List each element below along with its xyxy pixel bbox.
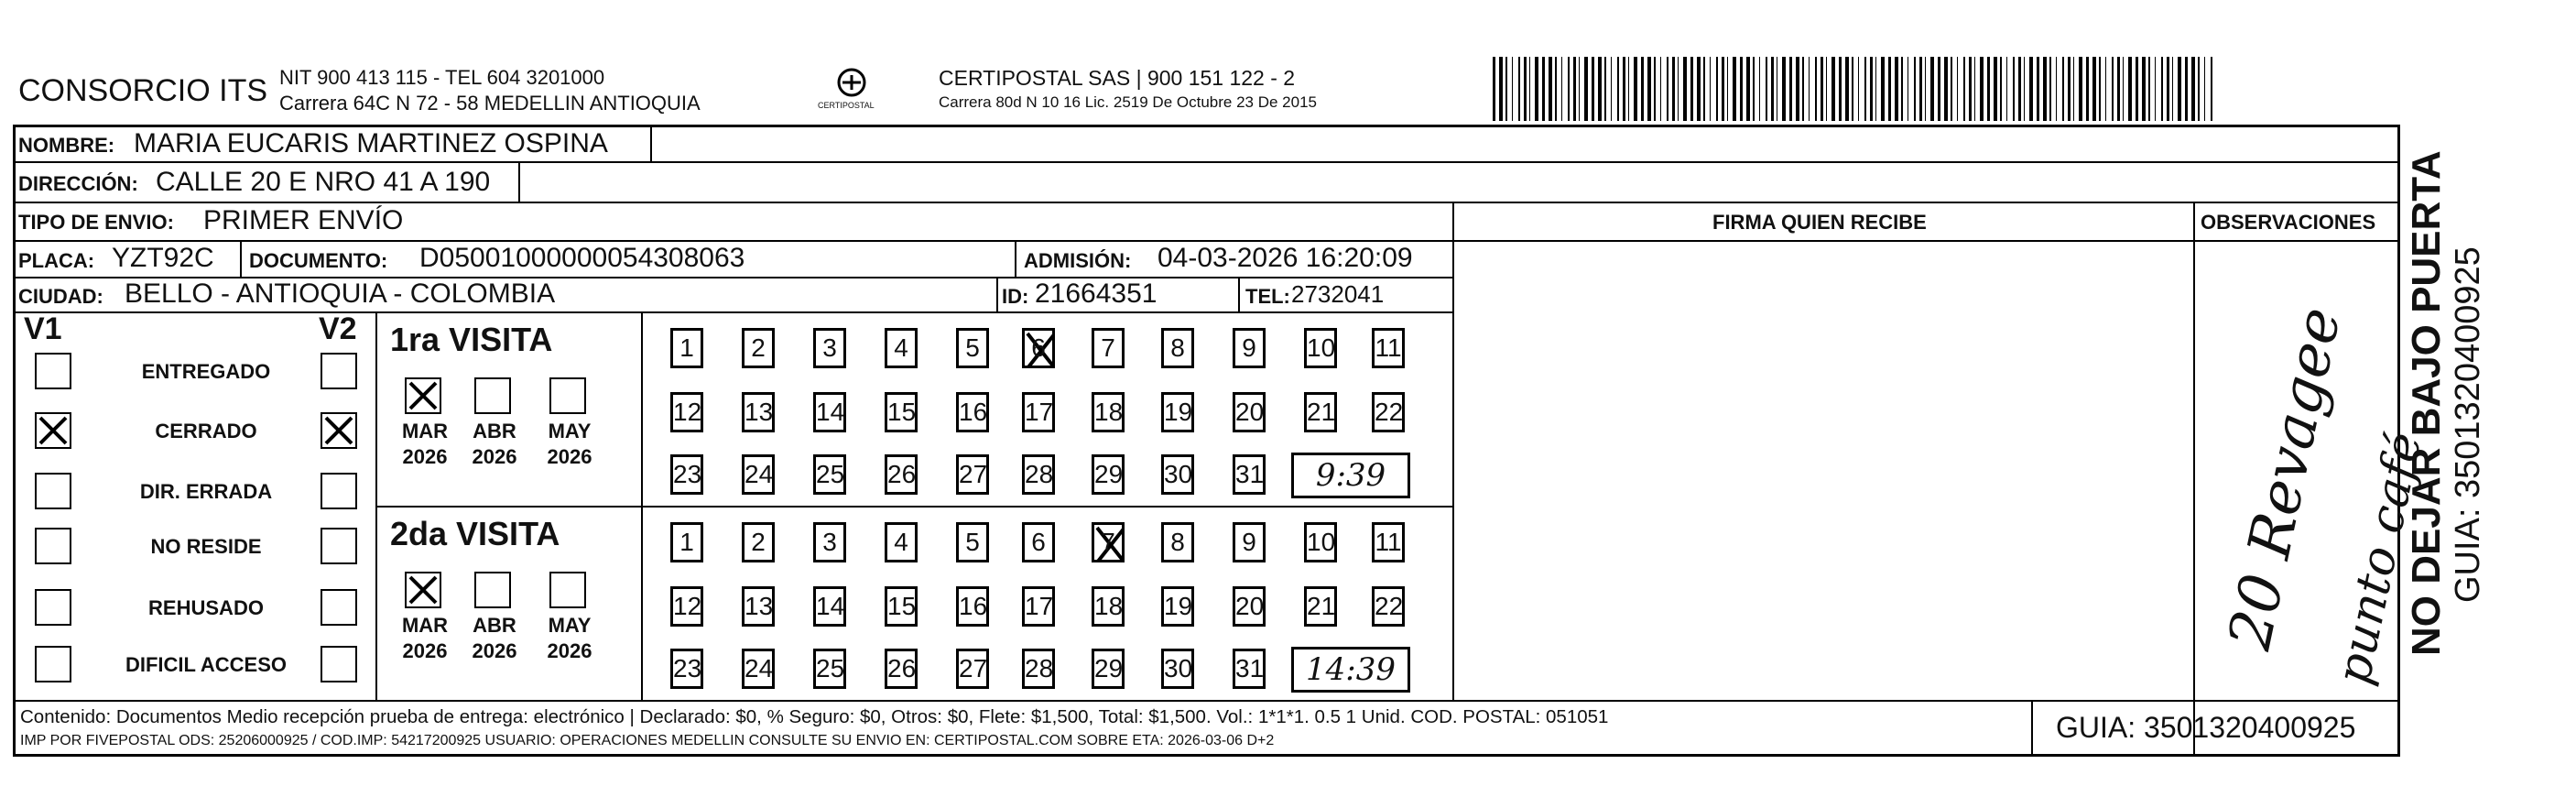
admision-value: 04-03-2026 16:20:09 <box>1158 243 1413 273</box>
id-value: 21664351 <box>1035 278 1158 309</box>
day-cell[interactable]: 12 <box>670 586 703 627</box>
day-cell[interactable]: 7 <box>1092 328 1125 368</box>
day-cell[interactable]: 21 <box>1304 392 1337 432</box>
tipo-envio-label: TIPO DE ENVIO: <box>18 211 174 234</box>
col-divider <box>996 277 998 311</box>
nombre-label: NOMBRE: <box>18 134 115 157</box>
row-divider <box>13 311 1452 313</box>
observaciones-label: OBSERVACIONES <box>2201 211 2376 234</box>
status-label: DIR. ERRADA <box>139 480 273 503</box>
col-divider <box>2031 700 2033 757</box>
day-cell[interactable]: 22 <box>1372 392 1405 432</box>
day-cell[interactable]: 1 <box>670 522 703 562</box>
day-cell[interactable]: 16 <box>956 392 989 432</box>
visit-title: 2da VISITA <box>390 515 560 552</box>
day-cell[interactable]: 31 <box>1233 454 1266 495</box>
day-cell[interactable]: 19 <box>1161 586 1194 627</box>
v2-checkbox[interactable] <box>321 473 357 509</box>
footer-guia: GUIA: 3501320400925 <box>2056 711 2356 744</box>
ciudad-value: BELLO - ANTIOQUIA - COLOMBIA <box>125 278 556 309</box>
row-divider <box>13 700 2400 702</box>
visit-divider <box>375 506 1452 508</box>
day-cell[interactable]: 2 <box>742 522 775 562</box>
day-cell[interactable]: 24 <box>742 454 775 495</box>
nombre-value: MARIA EUCARIS MARTINEZ OSPINA <box>134 128 608 158</box>
day-cell[interactable]: 10 <box>1304 328 1337 368</box>
year-label: 2026 <box>402 445 448 468</box>
day-cell[interactable]: 18 <box>1092 586 1125 627</box>
month-checkbox[interactable] <box>405 377 441 414</box>
col-divider <box>2193 202 2195 757</box>
day-cell[interactable]: 19 <box>1161 392 1194 432</box>
col-divider <box>650 125 652 161</box>
nit-line: NIT 900 413 115 - TEL 604 3201000 <box>279 66 605 89</box>
row-divider <box>1452 240 2399 242</box>
day-cell[interactable]: 11 <box>1372 522 1405 562</box>
status-label: CERRADO <box>155 420 257 442</box>
day-cell[interactable]: 6 <box>1022 522 1055 562</box>
day-cell[interactable]: 18 <box>1092 392 1125 432</box>
col-divider <box>518 161 520 202</box>
row-divider <box>13 161 2400 163</box>
month-checkbox[interactable] <box>405 572 441 608</box>
day-cell[interactable]: 9 <box>1233 522 1266 562</box>
tel-label: TEL: <box>1245 285 1290 308</box>
handwritten-observation-2: punto café <box>2326 427 2433 690</box>
v1-checkbox[interactable] <box>35 646 71 682</box>
day-cell[interactable]: 8 <box>1161 328 1194 368</box>
address-line: Carrera 64C N 72 - 58 MEDELLIN ANTIOQUIA <box>279 92 701 115</box>
day-cell[interactable]: 28 <box>1022 649 1055 689</box>
day-cell[interactable]: 27 <box>956 454 989 495</box>
v1-checkbox[interactable] <box>35 473 71 509</box>
day-cell[interactable]: 30 <box>1161 649 1194 689</box>
day-cell[interactable]: 28 <box>1022 454 1055 495</box>
placa-value: YZT92C <box>112 243 214 273</box>
footer-line-2: IMP POR FIVEPOSTAL ODS: 25206000925 / COD.IMP: 54217200925 USUARIO: OPERACIONES MEDELLIN CONSULTE SU ENVIO EN: CERTIPOSTAL.COM SOBRE ETA: 2026-03-06 D+2 <box>20 733 1275 748</box>
side-warning: NO DEJAR BAJO PUERTA <box>2404 150 2449 656</box>
ciudad-label: CIUDAD: <box>18 285 103 308</box>
visit-time[interactable]: 14:39 <box>1291 647 1410 693</box>
year-label: 2026 <box>472 639 517 662</box>
v2-checkbox[interactable] <box>321 412 357 449</box>
id-label: ID: <box>1002 285 1029 308</box>
day-cell[interactable]: 21 <box>1304 586 1337 627</box>
day-cell[interactable]: 4 <box>885 328 918 368</box>
visit-time[interactable]: 9:39 <box>1291 453 1410 498</box>
day-cell[interactable]: 29 <box>1092 649 1125 689</box>
month-label: MAR <box>401 420 449 442</box>
month-label: ABR <box>473 420 516 442</box>
day-cell[interactable]: 2 <box>742 328 775 368</box>
day-cell[interactable]: 3 <box>813 328 846 368</box>
v2-checkbox[interactable] <box>321 646 357 682</box>
v1-checkbox[interactable] <box>35 353 71 389</box>
day-cell[interactable]: 17 <box>1022 586 1055 627</box>
row-divider <box>13 202 2400 203</box>
year-label: 2026 <box>402 639 448 662</box>
day-cell[interactable]: 24 <box>742 649 775 689</box>
year-label: 2026 <box>547 445 592 468</box>
day-cell[interactable]: 17 <box>1022 392 1055 432</box>
documento-value: D05001000000054308063 <box>419 243 745 273</box>
v1-checkbox[interactable] <box>35 528 71 564</box>
status-label: NO RESIDE <box>150 535 262 558</box>
day-cell[interactable]: 23 <box>670 454 703 495</box>
month-checkbox[interactable] <box>549 572 586 608</box>
year-label: 2026 <box>547 639 592 662</box>
day-cell[interactable]: 1 <box>670 328 703 368</box>
day-cell[interactable]: 4 <box>885 522 918 562</box>
tel-value: 2732041 <box>1291 280 1385 308</box>
day-cell[interactable]: 5 <box>956 328 989 368</box>
day-cell[interactable]: 15 <box>885 392 918 432</box>
day-cell[interactable]: 22 <box>1372 586 1405 627</box>
direccion-value: CALLE 20 E NRO 41 A 190 <box>156 167 491 197</box>
day-cell[interactable]: 16 <box>956 586 989 627</box>
status-label: DIFICIL ACCESO <box>125 653 287 676</box>
handwritten-observation-1: 20 Revagee <box>2216 301 2355 656</box>
day-cell[interactable]: 14 <box>813 586 846 627</box>
col-divider <box>1238 277 1240 311</box>
month-label: MAY <box>548 420 592 442</box>
placa-label: PLACA: <box>18 249 95 272</box>
day-cell[interactable]: 8 <box>1161 522 1194 562</box>
status-label: REHUSADO <box>148 596 264 619</box>
day-cell[interactable]: 13 <box>742 586 775 627</box>
month-label: MAR <box>401 614 449 637</box>
v1-checkbox[interactable] <box>35 589 71 626</box>
v2-header: V2 <box>319 311 357 346</box>
certipostal-logo-icon <box>810 62 893 117</box>
month-label: ABR <box>473 614 516 637</box>
col-divider <box>641 311 643 700</box>
direccion-label: DIRECCIÓN: <box>18 172 138 195</box>
status-label: ENTREGADO <box>141 360 271 383</box>
day-cell[interactable]: 11 <box>1372 328 1405 368</box>
month-checkbox[interactable] <box>474 377 511 414</box>
day-cell[interactable]: 26 <box>885 454 918 495</box>
day-cell[interactable]: 7 <box>1092 522 1125 562</box>
company-name: CONSORCIO ITS <box>18 73 268 108</box>
day-cell[interactable]: 25 <box>813 649 846 689</box>
day-cell[interactable]: 6 <box>1022 328 1055 368</box>
day-cell[interactable]: 20 <box>1233 392 1266 432</box>
day-cell[interactable]: 23 <box>670 649 703 689</box>
day-cell[interactable]: 13 <box>742 392 775 432</box>
footer-line-1: Contenido: Documentos Medio recepción prueba de entrega: electrónico | Declarado: $0, % Seguro: $0, Otros: $0, Flete: $1,500, Total: $1,500. Vol.: 1*1*1. 0.5 1 Unid. COD. POSTAL: 051051 <box>20 706 1609 727</box>
col-divider <box>240 240 242 277</box>
v2-checkbox[interactable] <box>321 589 357 626</box>
day-cell[interactable]: 26 <box>885 649 918 689</box>
v1-checkbox[interactable] <box>35 412 71 449</box>
visit-title: 1ra VISITA <box>390 321 553 358</box>
logo-text: CERTIPOSTAL <box>818 101 875 110</box>
v1-header: V1 <box>24 311 62 346</box>
certipostal-line: CERTIPOSTAL SAS | 900 151 122 - 2 <box>939 66 1296 90</box>
day-cell[interactable]: 10 <box>1304 522 1337 562</box>
v2-checkbox[interactable] <box>321 528 357 564</box>
month-label: MAY <box>548 614 592 637</box>
v2-checkbox[interactable] <box>321 353 357 389</box>
day-cell[interactable]: 5 <box>956 522 989 562</box>
day-cell[interactable]: 29 <box>1092 454 1125 495</box>
day-cell[interactable]: 12 <box>670 392 703 432</box>
day-cell[interactable]: 3 <box>813 522 846 562</box>
side-guia: GUIA: 3501320400925 <box>2449 246 2487 603</box>
year-label: 2026 <box>472 445 517 468</box>
day-cell[interactable]: 31 <box>1233 649 1266 689</box>
day-cell[interactable]: 27 <box>956 649 989 689</box>
day-cell[interactable]: 30 <box>1161 454 1194 495</box>
col-divider <box>1452 202 1454 700</box>
day-cell[interactable]: 20 <box>1233 586 1266 627</box>
day-cell[interactable]: 14 <box>813 392 846 432</box>
col-divider <box>1015 240 1016 277</box>
month-checkbox[interactable] <box>549 377 586 414</box>
tipo-envio-value: PRIMER ENVÍO <box>203 205 404 235</box>
day-cell[interactable]: 15 <box>885 586 918 627</box>
barcode <box>1493 57 2216 126</box>
firma-label: FIRMA QUIEN RECIBE <box>1712 211 1927 234</box>
month-checkbox[interactable] <box>474 572 511 608</box>
certipostal-address: Carrera 80d N 10 16 Lic. 2519 De Octubre 23 De 2015 <box>939 93 1317 111</box>
documento-label: DOCUMENTO: <box>249 249 388 272</box>
day-cell[interactable]: 25 <box>813 454 846 495</box>
day-cell[interactable]: 9 <box>1233 328 1266 368</box>
admision-label: ADMISIÓN: <box>1024 249 1132 272</box>
